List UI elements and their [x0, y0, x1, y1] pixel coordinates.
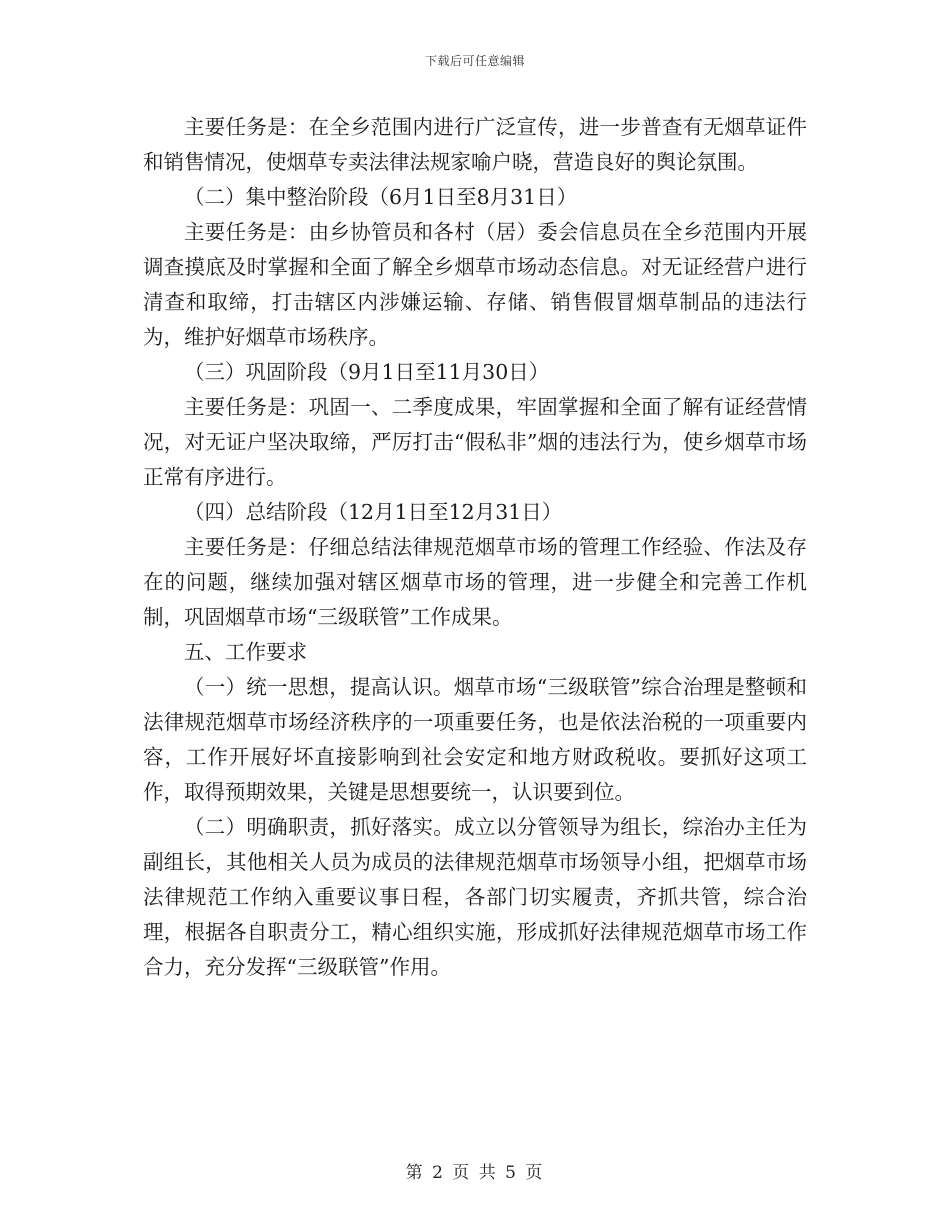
page-header-note: 下载后可任意编辑 — [424, 54, 525, 68]
paragraph-task-publicity: 主要任务是：在全乡范围内进行广泛宣传，进一步普查有无烟草证件和销售情况，使烟草专卖法律法规家喻户晓，营造良好的舆论氛围。 — [143, 115, 807, 174]
paragraph-task-phase-4: 主要任务是：仔细总结法律规范烟草市场的管理工作经验、作法及存在的问题，继续加强对辖区烟草市场的管理，进一步健全和完善工作机制，巩固烟草市场“三级联管”工作成果。 — [143, 535, 807, 629]
section-heading-requirements: 五、工作要求 — [184, 640, 307, 664]
paragraph-task-phase-3: 主要任务是：巩固一、二季度成果，牢固掌握和全面了解有证经营情况，对无证户坚决取缔，严厉打击“假私非”烟的违法行为，使乡烟草市场正常有序进行。 — [143, 395, 807, 489]
page-number: 第 2 页 共 5 页 — [405, 1163, 545, 1183]
heading-phase-2: （二）集中整治阶段（6月1日至8月31日） — [184, 185, 578, 209]
paragraph-task-phase-2: 主要任务是：由乡协管员和各村（居）委会信息员在全乡范围内开展调查摸底及时掌握和全面了解全乡烟草市场动态信息。对无证经营户进行清查和取缔，打击辖区内涉嫌运输、存储、销售假冒烟草制品的违法行为，维护好烟草市场秩序。 — [143, 220, 807, 349]
document-body — [143, 110, 807, 985]
paragraph-requirement-1: （一）统一思想，提高认识。烟草市场“三级联管”综合治理是整顿和法律规范烟草市场经济秩序的一项重要任务，也是依法治税的一项重要内容，工作开展好坏直接影响到社会安定和地方财政税收。要抓好这项工作，取得预期效果，关键是思想要统一，认识要到位。 — [143, 675, 807, 804]
heading-phase-3: （三）巩固阶段（9月1日至11月30日） — [184, 360, 550, 384]
paragraph-requirement-2: （二）明确职责，抓好落实。成立以分管领导为组长，综治办主任为副组长，其他相关人员为成员的法律规范烟草市场领导小组，把烟草市场法律规范工作纳入重要议事日程，各部门切实履责，齐抓共管，综合治理，根据各自职责分工，精心组织实施，形成抓好法律规范烟草市场工作合力，充分发挥“三级联管”作用。 — [143, 815, 807, 979]
heading-phase-4: （四）总结阶段（12月1日至12月31日） — [184, 500, 563, 524]
